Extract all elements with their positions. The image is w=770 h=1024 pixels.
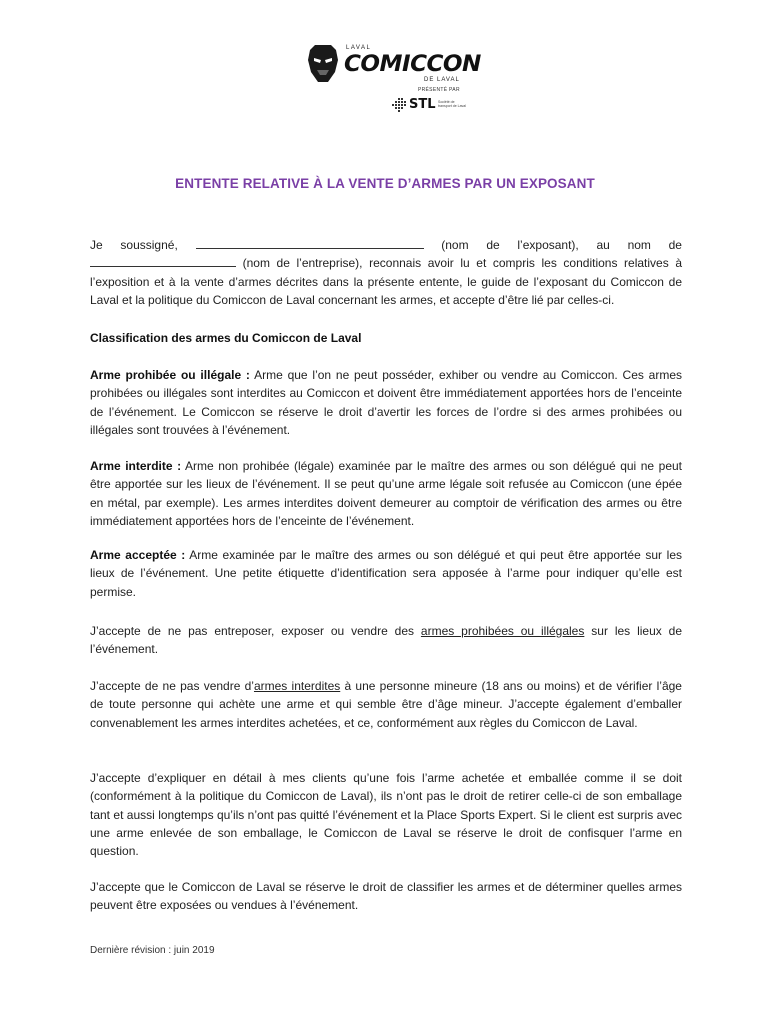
intro-text-a: Je soussigné, <box>90 238 178 252</box>
clause-text: J’accepte de ne pas entreposer, exposer ou vendre des <box>90 624 415 638</box>
mascot-icon <box>306 44 340 84</box>
logo-stl-text: STL <box>409 97 436 112</box>
company-name-field[interactable] <box>90 255 236 267</box>
logo-brand-text: COMICCON <box>344 52 481 77</box>
prohibited-weapons-link: armes prohibées ou illégales <box>420 624 585 638</box>
exhibitor-name-field[interactable] <box>196 237 424 249</box>
clause-text: à une personne mineure (18 ans ou moins) et de vérifier l’âge de toute personne qui achète une arme et qui semble être d’âge mineur. J’accepte également d’emballer convenablement les armes interdites achetées, et ce, conformément aux règles du Comiccon de Laval. <box>90 679 682 730</box>
logo-laval-text: LAVAL <box>346 45 372 51</box>
definition-forbidden <box>90 457 682 530</box>
intro-text-b: (nom de l’exposant), au nom de <box>441 238 682 252</box>
clause-1 <box>90 622 682 659</box>
clause-text: J’accepte de ne pas vendre d’ <box>90 679 254 693</box>
intro-text-c: (nom de l’entreprise), reconnais avoir lu et compris les conditions relatives à l’exposition et à la vente d’armes décrites dans la présente entente, le guide de l’exposant du Comiccon de Laval et la politique du Comiccon de Laval concernant les armes, et accepte d’être lié par celles-ci. <box>90 256 682 307</box>
definition-accepted <box>90 546 682 601</box>
logo-delaval-text: DE LAVAL <box>424 77 460 83</box>
comiccon-logo <box>306 44 481 122</box>
clause-text: J’accepte que le Comiccon de Laval se réserve le droit de classifier les armes et de déterminer quelles armes peuvent être exposées ou vendues à l’événement. <box>90 880 682 913</box>
logo-stl-desc: Société de transport de Laval <box>438 100 467 108</box>
definition-text: Arme examinée par le maître des armes ou son délégué et qui peut être apportée sur les lieux de l’événement. Une petite étiquette d’identification sera apposée à l’arme pour indiquer qu’elle est permise. <box>90 548 682 599</box>
stl-dots-icon <box>390 97 408 113</box>
clause-3 <box>90 769 682 860</box>
logo-presented-by: PRÉSENTÉ PAR <box>418 87 460 93</box>
document-title: ENTENTE RELATIVE À LA VENTE D’ARMES PAR UN EXPOSANT <box>175 176 595 191</box>
intro-paragraph <box>90 236 682 309</box>
definition-term: Arme prohibée ou illégale : <box>90 368 250 382</box>
definition-term: Arme acceptée : <box>90 548 186 562</box>
definition-text: Arme que l’on ne peut posséder, exhiber ou vendre au Comiccon. Ces armes prohibées ou illégales sont interdites au Comiccon et doivent être immédiatement apportées hors de l’enceinte de l’événement. Le Comiccon se réserve le droit d’avertir les forces de l’ordre si des armes prohibées ou illégales sont trouvées à l’événement. <box>90 368 683 437</box>
definition-text: Arme non prohibée (légale) examinée par le maître des armes ou son délégué qui ne peut être apportée sur les lieux de l’événement. Il se peut qu’une arme légale soit refusée au Comiccon (une épée en métal, par exemple). Les armes interdites doivent demeurer au comptoir de vérification des armes ou être immédiatement apportées hors de l’enceinte de l’événement. <box>90 459 683 528</box>
definition-prohibited <box>90 366 682 439</box>
classification-heading: Classification des armes du Comiccon de Laval <box>90 331 362 345</box>
revision-footer: Dernière révision : juin 2019 <box>90 945 215 956</box>
clause-4 <box>90 878 682 915</box>
clause-2 <box>90 677 682 732</box>
forbidden-weapons-link: armes interdites <box>253 679 341 693</box>
clause-text: J’accepte d’expliquer en détail à mes clients qu’une fois l’arme achetée et emballée comme il se doit (conformément à la politique du Comiccon de Laval), ils n’ont pas le droit de retirer celle-ci de son emballage tant et aussi longtemps qu’ils n’ont pas quitté l’événement et la Place Sports Expert. Si le client est surpris avec une arme enlevée de son emballage, le Comiccon de Laval se réserve le droit de confisquer l’arme en question. <box>90 771 682 859</box>
definition-term: Arme interdite : <box>90 459 182 473</box>
clause-text: sur les lieux de l’événement. <box>90 624 682 657</box>
